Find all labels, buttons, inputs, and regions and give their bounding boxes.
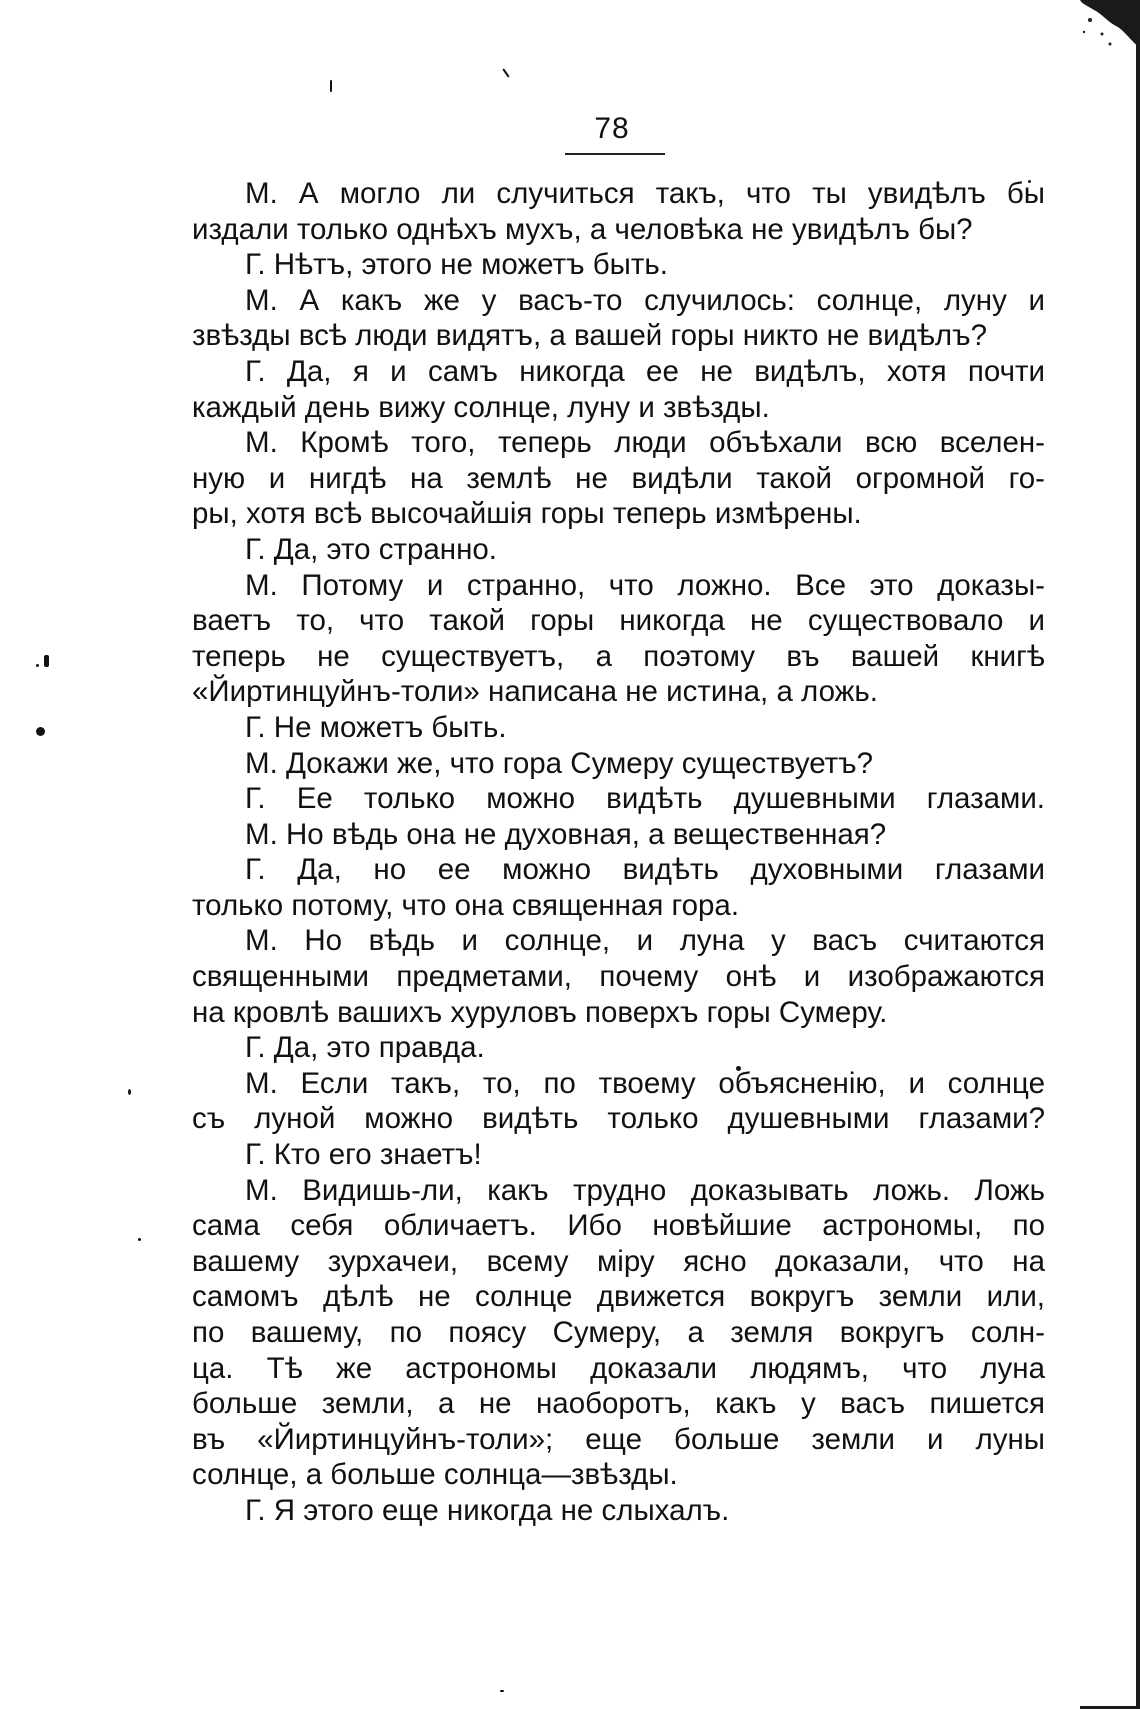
- scan-speck: [502, 68, 509, 77]
- text-line: вашему зурхачеи, всему міру ясно доказали, что на: [192, 1244, 1045, 1278]
- scan-speck: [138, 1238, 141, 1241]
- text-line: ваетъ то, что такой горы никогда не существовало и: [192, 604, 1045, 638]
- text-line: только потому, что она священная гора.: [192, 888, 740, 922]
- scan-speck: [36, 664, 39, 667]
- text-line: Г. Нѣтъ, этого не можетъ быть.: [245, 248, 668, 282]
- text-line: М. Кромѣ того, теперь люди объѣхали всю вселен-: [245, 426, 1045, 460]
- text-line: солнце, а больше солнца—звѣзды.: [192, 1458, 678, 1492]
- text-line: Г. Да, я и самъ никогда ее не видѣлъ, хотя почти: [245, 354, 1045, 388]
- text-line: по вашему, по поясу Сумеру, а земля вокругъ солн-: [192, 1316, 1045, 1349]
- text-line: въ «Йиртинцуйнъ-толи»; еще больше земли и луны: [192, 1422, 1045, 1456]
- page-number: 78: [594, 112, 630, 145]
- text-line: Г. Ее только можно видѣть душевными глазами.: [245, 782, 1045, 816]
- text-line: М. Докажи же, что гора Сумеру существуетъ?: [245, 746, 874, 780]
- text-line: М. Потому и странно, что ложно. Все это доказы-: [245, 568, 1045, 602]
- scan-speck: [500, 1690, 504, 1692]
- text-line: «Йиртинцуйнъ-толи» написана не истина, а ложь.: [192, 675, 878, 709]
- text-line: издали только однѣхъ мухъ, а человѣка не увидѣлъ бы?: [192, 212, 973, 246]
- text-line: ры, хотя всѣ высочайшія горы теперь измѣрены.: [192, 497, 862, 531]
- text-line: ную и нигдѣ на землѣ не видѣли такой огромной го-: [192, 461, 1045, 495]
- text-line: Г. Да, это странно.: [245, 532, 497, 566]
- text-line: каждый день вижу солнце, луну и звѣзды.: [192, 390, 770, 424]
- text-line: Г. Да, но ее можно видѣть духовными глазами: [245, 853, 1045, 887]
- text-line: Г. Кто его знаетъ!: [245, 1138, 482, 1172]
- body-text: [192, 176, 1045, 1529]
- text-line: Г. Не можетъ быть.: [245, 710, 507, 744]
- text-line: М. Если такъ, то, по твоему объясненію, и солнце: [245, 1066, 1045, 1100]
- text-line: съ луной можно видѣть только душевными глазами?: [192, 1102, 1045, 1136]
- text-line: сама себя обличаетъ. Ибо новѣйшие астрономы, по: [192, 1209, 1045, 1243]
- scan-edge-right: [1136, 0, 1140, 1709]
- text-line: священными предметами, почему онѣ и изображаются: [192, 960, 1045, 994]
- text-line: самомъ дѣлѣ не солнце движется вокругъ земли или,: [192, 1280, 1045, 1314]
- text-line: М. А какъ же у васъ-то случилось: солнце, луну и: [245, 283, 1045, 317]
- text-line: М. Видишь-ли, какъ трудно доказывать ложь. Ложь: [245, 1173, 1045, 1207]
- scan-speck: [36, 727, 45, 736]
- scan-speck: [128, 1089, 131, 1095]
- scan-speck: [330, 80, 332, 92]
- text-line: Г. Я этого еще никогда не слыхалъ.: [245, 1493, 730, 1527]
- text-line: звѣзды всѣ люди видятъ, а вашей горы никто не видѣлъ?: [192, 319, 987, 353]
- text-line: теперь не существуетъ, а поэтому въ вашей книгѣ: [192, 639, 1045, 673]
- scan-smudge-corner: [1020, 0, 1140, 60]
- text-line: М. А могло ли случиться такъ, что ты увидѣлъ бы: [245, 177, 1045, 210]
- text-line: Г. Да, это правда.: [245, 1031, 485, 1065]
- text-line: М. Но вѣдь она не духовная, а вещественная?: [245, 817, 887, 851]
- scan-speck: [44, 655, 49, 667]
- text-line: М. Но вѣдь и солнце, и луна у васъ считаются: [245, 924, 1045, 958]
- text-line: на кровлѣ вашихъ хуруловъ поверхъ горы Сумеру.: [192, 995, 888, 1029]
- text-line: ца. Тѣ же астрономы доказали людямъ, что луна: [192, 1351, 1045, 1385]
- text-line: больше земли, а не наоборотъ, какъ у васъ пишется: [192, 1387, 1045, 1421]
- page-number-rule: [565, 153, 665, 155]
